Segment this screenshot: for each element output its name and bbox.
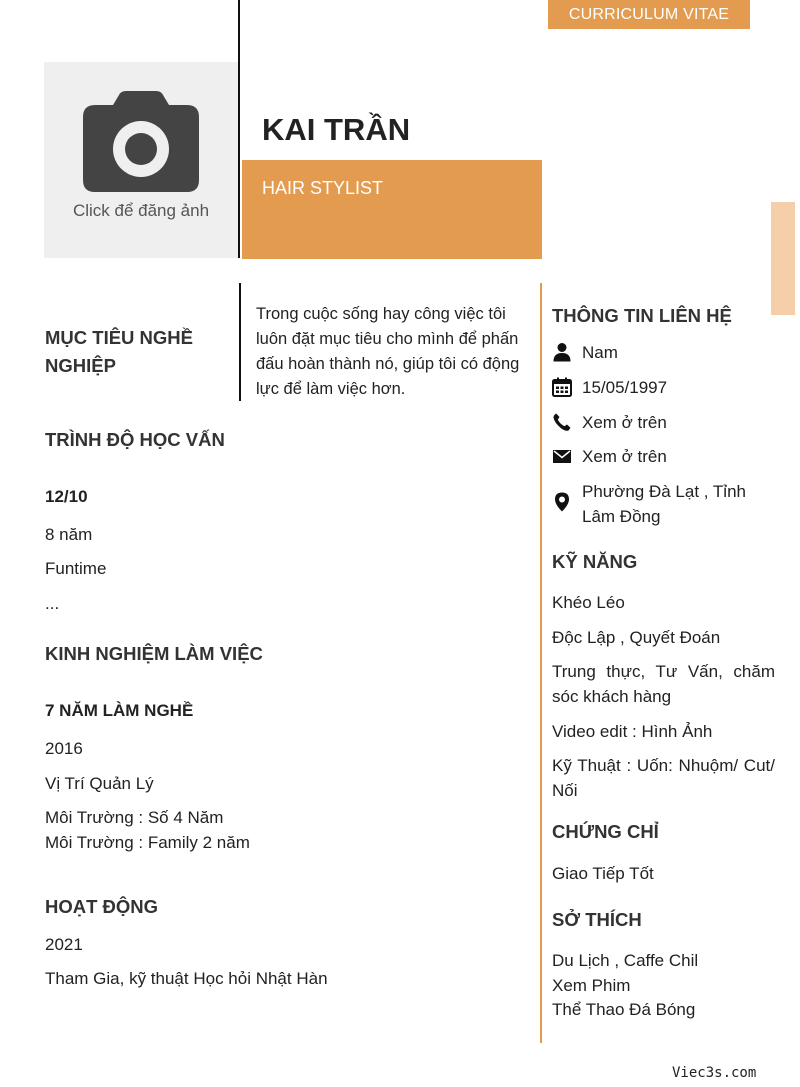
hobby-item: Du Lịch , Caffe Chil	[552, 951, 699, 970]
contact-address-value: Phường Đà Lạt , Tỉnh Lâm Đồng	[582, 482, 746, 526]
skill-item: Kỹ Thuật : Uốn: Nhuộm/ Cut/ Nối	[552, 756, 775, 800]
skill-item: Khéo Léo	[552, 593, 625, 612]
activities-year: 2021	[45, 935, 83, 954]
person-icon	[552, 342, 572, 362]
photo-upload-label: Click để đăng ảnh	[72, 201, 210, 220]
contact-email	[552, 444, 772, 469]
candidate-name: KAI TRẦN	[262, 112, 411, 147]
contact-address	[552, 479, 772, 529]
skill-item: Trung thực, Tư Vấn, chăm sóc khách hàng	[552, 662, 775, 706]
photo-upload[interactable]	[44, 62, 238, 258]
phone-icon	[552, 412, 572, 432]
side-tab[interactable]	[771, 202, 795, 315]
skills-heading: KỸ NĂNG	[552, 551, 638, 572]
contact-birthday	[552, 375, 772, 400]
objective-text: Trong cuộc sống hay công việc tôi luôn đặt mục tiêu cho mình để phấn đấu hoàn thành nó, giúp tôi có động lực để làm việc hơn.	[256, 305, 520, 398]
certificates-heading: CHỨNG CHỈ	[552, 821, 659, 842]
location-pin-icon	[552, 492, 572, 512]
contact-gender-value: Nam	[582, 343, 618, 362]
contact-phone	[552, 410, 772, 435]
contact-birthday-value: 15/05/1997	[582, 378, 668, 397]
hobbies-heading: SỞ THÍCH	[552, 909, 642, 930]
calendar-icon	[552, 377, 572, 397]
candidate-role: HAIR STYLIST	[262, 178, 384, 198]
education-line: ...	[45, 594, 60, 613]
education-heading: TRÌNH ĐỘ HỌC VẤN	[45, 429, 225, 450]
education-title: 12/10	[45, 487, 88, 506]
camera-icon	[83, 91, 199, 192]
experience-environment: Môi Trường : Số 4 Năm	[45, 808, 224, 827]
activities-heading: HOẠT ĐỘNG	[45, 896, 159, 917]
divider-vertical-top	[238, 0, 240, 258]
skill-item: Video edit : Hình Ảnh	[552, 722, 713, 741]
experience-title: 7 NĂM LÀM NGHỀ	[45, 701, 194, 720]
education-line: 8 năm	[45, 525, 93, 544]
activities-text: Tham Gia, kỹ thuật Học hỏi Nhật Hàn	[45, 969, 328, 988]
experience-position: Vị Trí Quản Lý	[45, 774, 154, 793]
hobby-item: Thể Thao Đá Bóng	[552, 1000, 696, 1019]
objective-divider	[239, 283, 241, 401]
envelope-icon	[552, 446, 572, 466]
role-banner	[242, 160, 542, 259]
objective-heading: MỤC TIÊU NGHỀ NGHIỆP	[45, 327, 193, 376]
watermark: Viec3s.com	[672, 1065, 757, 1081]
curriculum-vitae-tag: CURRICULUM VITAE	[548, 0, 750, 29]
hobby-item: Xem Phim	[552, 976, 631, 995]
contact-phone-value: Xem ở trên	[582, 413, 667, 432]
education-line: Funtime	[45, 559, 107, 578]
experience-heading: KINH NGHIỆM LÀM VIỆC	[45, 643, 263, 664]
contact-email-value: Xem ở trên	[582, 447, 667, 466]
experience-environment: Môi Trường : Family 2 năm	[45, 833, 250, 852]
experience-year: 2016	[45, 739, 83, 758]
contact-gender	[552, 340, 772, 365]
skill-item: Độc Lập , Quyết Đoán	[552, 628, 721, 647]
certificate-item: Giao Tiếp Tốt	[552, 864, 654, 883]
right-column-divider	[540, 283, 542, 1043]
contact-heading: THÔNG TIN LIÊN HỆ	[552, 305, 732, 326]
